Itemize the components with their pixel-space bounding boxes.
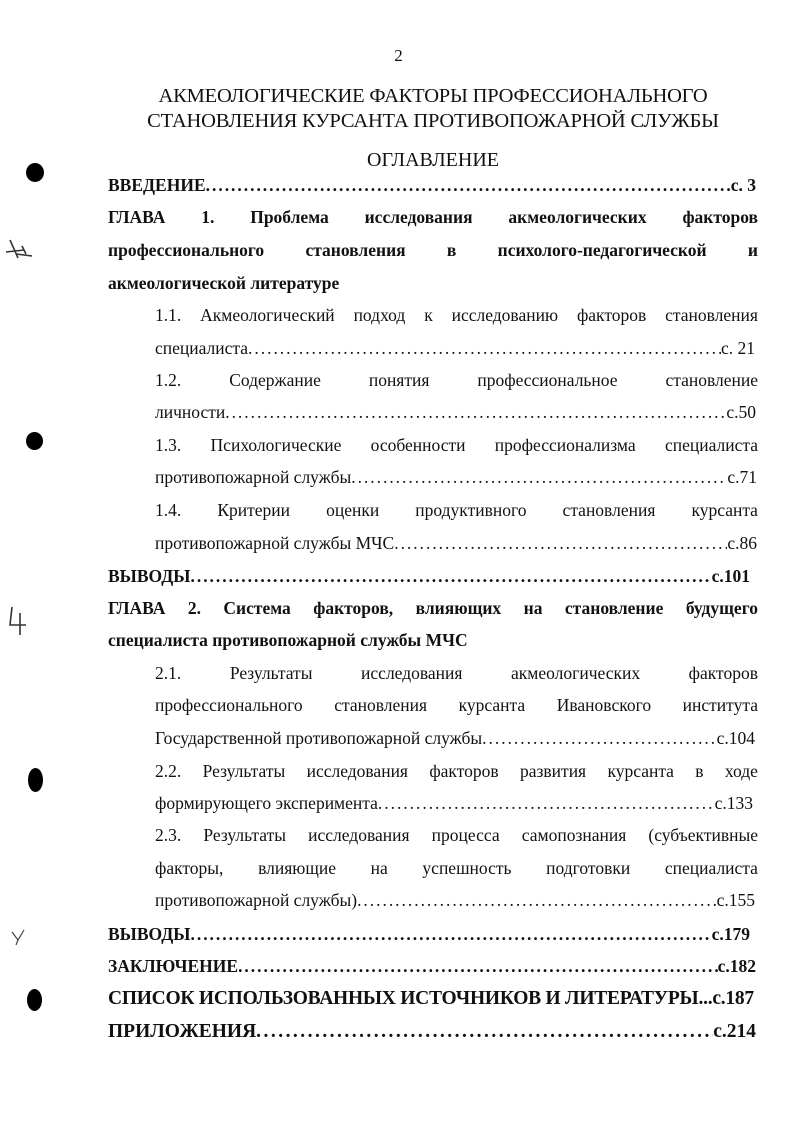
leader-dots (394, 527, 727, 559)
word: 1.1. (155, 305, 182, 325)
leader-dots (351, 461, 727, 493)
word: Результаты (203, 825, 287, 845)
margin-scribble-icon (2, 232, 38, 264)
word: ходе (724, 761, 758, 781)
leader-dots (256, 1016, 713, 1048)
word: 2.2. (155, 761, 182, 781)
word: акмеологических (511, 663, 641, 683)
toc-entry-title: ВЫВОДЫ (108, 924, 191, 944)
word: 1.4. (155, 500, 182, 520)
toc-page-ref: с.101 (711, 566, 750, 586)
word: (субъективные (648, 825, 758, 845)
toc-page-ref: с. 21 (720, 338, 755, 358)
word: профессиональное (477, 370, 618, 390)
word: на (523, 598, 543, 618)
toc-chapter-1-line-3[interactable]: акмеологической литературе (108, 273, 340, 293)
toc-entry-appendix[interactable] (108, 1016, 756, 1048)
word: исследования (308, 825, 410, 845)
toc-entry-title: формирующего эксперимента (155, 793, 378, 813)
toc-section-1-1-line-2[interactable] (155, 332, 755, 364)
word: оценки (326, 500, 380, 520)
word: 1.3. (155, 435, 182, 455)
toc-entry-title: Государственной противопожарной службы (155, 728, 483, 748)
word: на (370, 858, 388, 878)
toc-page-ref: с.71 (727, 467, 757, 487)
toc-section-1-2-line-1[interactable] (155, 364, 758, 396)
word: исследования (361, 663, 463, 683)
word: Критерии (217, 500, 291, 520)
toc-entry-title: противопожарной службы МЧС (155, 533, 395, 553)
leader-dots (248, 332, 721, 364)
word: Система (223, 598, 291, 618)
toc-section-1-2-line-2[interactable] (155, 396, 756, 428)
word: будущего (685, 598, 758, 618)
toc-section-1-3-line-2[interactable] (155, 461, 757, 493)
leader-dots (482, 722, 716, 754)
word: Ивановского (556, 695, 652, 715)
toc-entry-title: ПРИЛОЖЕНИЯ (108, 1021, 257, 1042)
toc-section-2-2-line-2[interactable] (155, 787, 753, 819)
leader-dots (357, 884, 717, 916)
toc-entry-conclusions-1[interactable] (108, 560, 750, 592)
word: профессионального (155, 695, 303, 715)
toc-chapter-2-line-1[interactable] (108, 592, 758, 624)
word: института (682, 695, 758, 715)
toc-entry-title: ЗАКЛЮЧЕНИЕ (108, 956, 239, 976)
toc-page-ref: с.133 (714, 793, 753, 813)
word: исследования (364, 207, 473, 227)
toc-section-2-3-line-1[interactable] (155, 819, 758, 851)
leader-dots (225, 396, 726, 428)
toc-page-ref: с.155 (716, 890, 755, 910)
word: профессионализма (494, 435, 636, 455)
leader-dots (238, 950, 718, 982)
toc-section-2-1-line-2[interactable] (155, 689, 758, 721)
word: становления (334, 695, 428, 715)
leader-dots (206, 169, 731, 201)
word: профессионального (108, 240, 265, 260)
toc-entry-title: ВЫВОДЫ (108, 566, 191, 586)
toc-section-2-2-line-1[interactable] (155, 755, 758, 787)
toc-chapter-1-line-1[interactable] (108, 201, 758, 233)
word: ГЛАВА (108, 207, 166, 227)
word: Психологические (210, 435, 342, 455)
toc-section-1-1-line-1[interactable] (155, 299, 758, 331)
toc-page-ref: с.86 (727, 533, 757, 553)
word: курсанта (691, 500, 758, 520)
leader-dots: ... (698, 988, 713, 1009)
word: становление (564, 598, 664, 618)
word: 1.2. (155, 370, 182, 390)
word: Содержание (229, 370, 321, 390)
toc-section-2-3-line-2[interactable] (155, 852, 758, 884)
word: влияющих (415, 598, 502, 618)
title-line-2: СТАНОВЛЕНИЯ КУРСАНТА ПРОТИВОПОЖАРНОЙ СЛУЖБЫ (147, 110, 719, 132)
leader-dots (191, 560, 712, 592)
leader-dots (191, 918, 712, 950)
toc-entry-title: ВВЕДЕНИЕ (108, 175, 206, 195)
word: психолого-педагогической (497, 240, 707, 260)
toc-entry-references[interactable] (108, 983, 756, 1015)
toc-page-ref: с.104 (716, 728, 755, 748)
word: процесса (431, 825, 500, 845)
toc-section-2-1-line-1[interactable] (155, 657, 758, 689)
word: становления (562, 500, 656, 520)
word: 2.3. (155, 825, 182, 845)
binder-hole-mark (26, 432, 43, 450)
word: Результаты (229, 663, 313, 683)
toc-chapter-2-line-2[interactable]: специалиста противопожарной службы МЧС (108, 630, 468, 650)
word: Результаты (202, 761, 286, 781)
toc-page-ref: с.182 (717, 956, 756, 976)
word: и (747, 240, 758, 260)
word: успешность (422, 858, 512, 878)
word: факторов, (313, 598, 394, 618)
word: факторы, (155, 858, 224, 878)
toc-section-1-4-line-1[interactable] (155, 494, 758, 526)
word: 2.1. (155, 663, 182, 683)
word: становление (665, 370, 758, 390)
word: становления (665, 305, 758, 325)
binder-hole-mark (28, 768, 43, 792)
toc-entry-intro[interactable] (108, 169, 756, 201)
document-title (108, 84, 758, 134)
toc-section-2-1-line-3[interactable] (155, 722, 755, 754)
toc-entry-title: противопожарной службы (155, 467, 352, 487)
toc-entry-title: специалиста (155, 338, 249, 358)
toc-heading: ОГЛАВЛЕНИЕ (367, 149, 499, 171)
word: курсанта (458, 695, 526, 715)
word: исследованию (451, 305, 559, 325)
binder-hole-mark (26, 163, 44, 182)
word: продуктивного (415, 500, 527, 520)
word: особенности (370, 435, 466, 455)
word: 2. (187, 598, 201, 618)
title-line-1: АКМЕОЛОГИЧЕСКИЕ ФАКТОРЫ ПРОФЕССИОНАЛЬНОГО (158, 85, 708, 107)
toc-section-1-4-line-2[interactable] (155, 527, 757, 559)
word: курсанта (607, 761, 674, 781)
word: становления (305, 240, 406, 260)
margin-tick-icon (8, 926, 28, 946)
word: в (446, 240, 457, 260)
toc-page-ref: с.214 (713, 1021, 756, 1042)
toc-page-ref: с.187 (712, 988, 754, 1009)
word: понятия (368, 370, 430, 390)
leader-dots (378, 787, 715, 819)
word: факторов (688, 663, 758, 683)
word: специалиста (664, 435, 758, 455)
toc-entry-conclusions-2[interactable] (108, 918, 750, 950)
word: подготовки (546, 858, 631, 878)
toc-page-ref: с.179 (711, 924, 750, 944)
toc-section-1-3-line-1[interactable] (155, 429, 758, 461)
word: Проблема (250, 207, 329, 227)
toc-entry-title: противопожарной службы) (155, 890, 358, 910)
page-number: 2 (394, 46, 403, 65)
word: подход (353, 305, 406, 325)
toc-entry-title: СПИСОК ИСПОЛЬЗОВАННЫХ ИСТОЧНИКОВ И ЛИТЕРАТУРЫ (108, 988, 699, 1009)
margin-arrow-icon (6, 603, 36, 639)
word: в (695, 761, 704, 781)
word: ГЛАВА (108, 598, 166, 618)
word: влияющие (258, 858, 336, 878)
word: к (424, 305, 433, 325)
word: 1. (201, 207, 215, 227)
binder-hole-mark (27, 989, 42, 1011)
toc-entry-conclusion[interactable] (108, 950, 756, 982)
toc-page-ref: с. 3 (730, 175, 756, 195)
toc-chapter-1-line-2[interactable] (108, 234, 758, 266)
word: акмеологических (508, 207, 647, 227)
toc-page-ref: с.50 (726, 402, 756, 422)
word: самопознания (521, 825, 627, 845)
word: исследования (306, 761, 408, 781)
word: факторов (429, 761, 499, 781)
word: факторов (576, 305, 647, 325)
word: развития (519, 761, 587, 781)
word: факторов (682, 207, 758, 227)
word: Акмеологический (200, 305, 335, 325)
toc-entry-title: личности (155, 402, 226, 422)
word: специалиста (664, 858, 758, 878)
toc-section-2-3-line-3[interactable] (155, 884, 755, 916)
